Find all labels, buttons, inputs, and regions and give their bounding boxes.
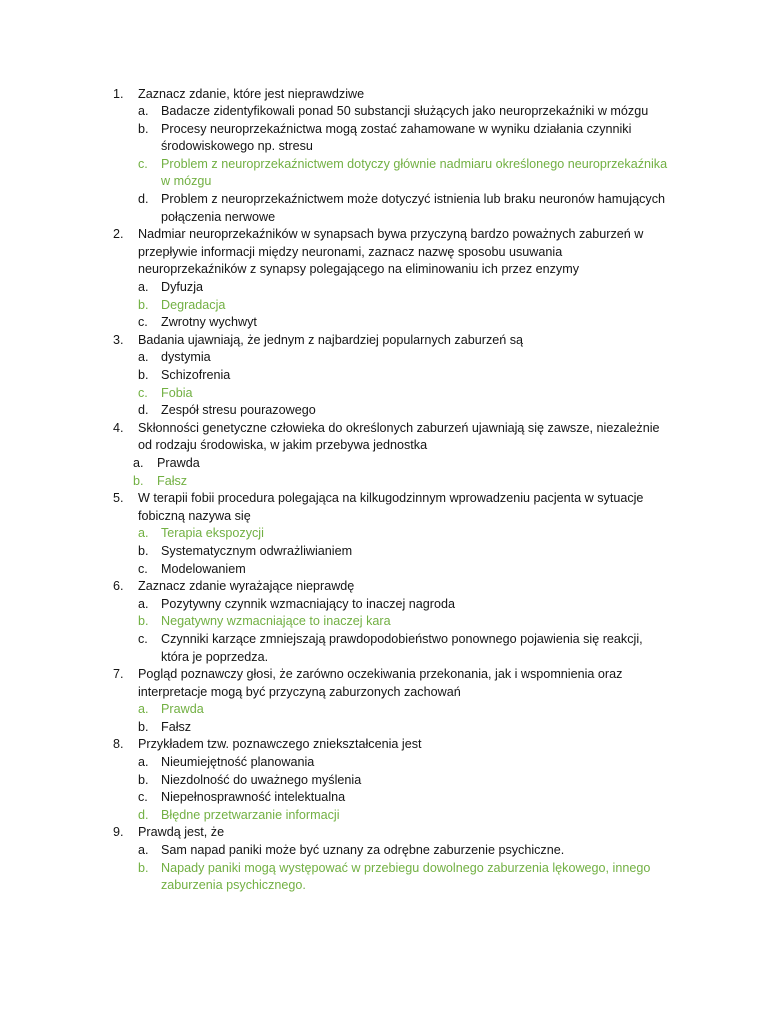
option-text: Problem z neuroprzekaźnictwem może dotyczyć istnienia lub braku neuronów hamujących połączenia nerwowe (161, 192, 665, 224)
answer-option (138, 314, 672, 332)
question-number: 3. (113, 332, 124, 347)
option-text: Zespół stresu pourazowego (161, 403, 316, 418)
question-text: Przykładem tzw. poznawczego zniekształcenia jest (138, 737, 422, 752)
question-text: Zaznacz zdanie wyrażające nieprawdę (138, 579, 355, 594)
option-letter: b. (138, 121, 149, 136)
question-text: W terapii fobii procedura polegająca na kilkugodzinnym wprowadzeniu pacjenta w sytuacje fobiczną nazywa się (138, 491, 644, 523)
option-text: Terapia ekspozycji (161, 526, 264, 541)
question-text: Prawdą jest, że (138, 825, 225, 840)
question-number: 5. (113, 491, 124, 506)
answer-option (138, 561, 672, 579)
answer-option-correct (133, 473, 668, 491)
question-number: 6. (113, 579, 124, 594)
option-letter: c. (138, 631, 148, 646)
option-text: Problem z neuroprzekaźnictwem dotyczy głównie nadmiaru określonego neuroprzekaźnika w mózgu (161, 156, 668, 189)
answer-option (138, 349, 672, 367)
question-1 (0, 86, 672, 227)
option-text: Napady paniki mogą występować w przebiegu dowolnego zaburzenia lękowego, innego zaburzenia psychicznego. (161, 860, 651, 893)
option-text: Niepełnosprawność intelektualna (161, 790, 346, 805)
answer-option (138, 772, 672, 790)
option-text: dystymia (161, 350, 211, 365)
option-text: Zwrotny wychwyt (161, 315, 257, 330)
answer-option (138, 543, 672, 561)
question-text: Badania ujawniają, że jednym z najbardziej popularnych zaburzeń są (138, 332, 524, 347)
answer-option (138, 367, 672, 385)
answer-option-correct (138, 860, 672, 895)
question-3 (0, 332, 672, 420)
answer-options (138, 842, 672, 895)
answer-option-correct (138, 385, 672, 403)
option-text: Fobia (161, 385, 193, 400)
option-letter: b. (138, 543, 149, 558)
option-letter: c. (138, 156, 148, 171)
question-4 (0, 420, 672, 490)
option-text: Systematycznym odwrażliwianiem (161, 543, 353, 558)
option-letter: b. (138, 368, 149, 382)
answer-option-correct (138, 701, 672, 719)
answer-option-correct (138, 807, 672, 825)
answer-options (138, 525, 672, 578)
answer-options (138, 103, 672, 226)
answer-option-correct (138, 613, 672, 631)
answer-options (133, 455, 672, 490)
option-letter: c. (138, 561, 148, 576)
option-letter: d. (138, 403, 149, 418)
option-letter: a. (133, 455, 144, 470)
option-text: Degradacja (161, 297, 226, 312)
question-number: 2. (113, 227, 124, 242)
answer-option (138, 754, 672, 772)
answer-option (138, 191, 672, 226)
option-letter: b. (138, 772, 149, 787)
answer-option (138, 103, 672, 121)
option-letter: a. (138, 702, 149, 717)
option-text: Czynniki karzące zmniejszają prawdopodobieństwo ponownego pojawienia się reakcji, która je poprzedza. (161, 631, 643, 664)
answer-option (138, 596, 672, 614)
answer-option (138, 402, 672, 420)
answer-option (138, 631, 672, 666)
option-letter: b. (138, 614, 149, 629)
option-letter: a. (138, 350, 149, 365)
question-5 (0, 490, 672, 578)
answer-options (138, 596, 672, 666)
option-letter: b. (138, 860, 149, 875)
option-text: Sam napad paniki może być uznany za odrębne zaburzenie psychiczne. (161, 843, 565, 858)
option-text: Prawda (157, 455, 200, 470)
answer-option-correct (138, 156, 672, 191)
answer-options (138, 701, 672, 736)
option-text: Nieumiejętność planowania (161, 755, 315, 770)
option-letter: d. (138, 192, 149, 207)
option-text: Fałsz (161, 719, 192, 734)
question-6 (0, 578, 672, 666)
answer-option (138, 842, 672, 860)
option-letter: a. (138, 843, 149, 858)
option-text: Modelowaniem (161, 561, 246, 576)
option-text: Procesy neuroprzekaźnictwa mogą zostać zahamowane w wyniku działania czynniki środowiskowego np. stresu (161, 121, 632, 154)
question-number: 9. (113, 825, 124, 840)
option-text: Badacze zidentyfikowali ponad 50 substancji służących jako neuroprzekaźniki w mózgu (161, 104, 649, 119)
question-text: Nadmiar neuroprzekaźników w synapsach bywa przyczyną bardzo poważnych zaburzeń w przepływie informacji między neuronami, zaznacz nazwę sposobu usuwania neuroprzekaźników z synapsy polegającego na eliminowaniu ich przez enzymy (138, 227, 644, 277)
option-text: Pozytywny czynnik wzmacniający to inaczej nagroda (161, 596, 455, 611)
option-text: Negatywny wzmacniające to inaczej kara (161, 614, 391, 629)
option-letter: c. (138, 315, 148, 330)
answer-option (138, 789, 672, 807)
answer-options (138, 279, 672, 332)
option-letter: a. (138, 104, 149, 119)
question-text: Skłonności genetyczne człowieka do określonych zaburzeń ujawniają się zawsze, niezależnie od rodzaju środowiska, w jakim przebywa jednostka (138, 420, 660, 453)
option-letter: c. (138, 790, 148, 805)
question-9 (0, 824, 672, 894)
question-list (0, 86, 768, 895)
answer-option (138, 719, 672, 737)
question-text: Zaznacz zdanie, które jest nieprawdziwe (138, 86, 365, 101)
question-number: 8. (113, 737, 124, 752)
question-number: 7. (113, 667, 124, 682)
option-text: Dyfuzja (161, 280, 203, 295)
option-text: Schizofrenia (161, 368, 231, 382)
question-number: 4. (113, 420, 124, 435)
option-letter: c. (138, 385, 148, 400)
answer-option-correct (138, 297, 672, 315)
option-text: Prawda (161, 702, 204, 717)
answer-option-correct (138, 525, 672, 543)
question-2 (0, 226, 672, 332)
answer-options (138, 349, 672, 419)
option-text: Błędne przetwarzanie informacji (161, 807, 340, 822)
answer-option (133, 455, 668, 473)
option-text: Fałsz (157, 473, 188, 488)
option-letter: d. (138, 807, 149, 822)
question-number: 1. (113, 86, 124, 101)
question-text: Pogląd poznawczy głosi, że zarówno oczekiwania przekonania, jak i wspomnienia oraz interpretacje mogą być przyczyną zaburzonych zachowań (138, 667, 623, 699)
option-letter: a. (138, 280, 149, 295)
option-letter: b. (138, 297, 149, 312)
answer-option (138, 279, 672, 297)
option-letter: a. (138, 755, 149, 770)
question-7 (0, 666, 672, 736)
question-8 (0, 736, 672, 824)
option-letter: a. (138, 526, 149, 541)
option-letter: b. (138, 719, 149, 734)
option-letter: a. (138, 596, 149, 611)
answer-options (138, 754, 672, 824)
answer-option (138, 121, 672, 156)
option-text: Niezdolność do uważnego myślenia (161, 772, 362, 787)
option-letter: b. (133, 473, 144, 488)
